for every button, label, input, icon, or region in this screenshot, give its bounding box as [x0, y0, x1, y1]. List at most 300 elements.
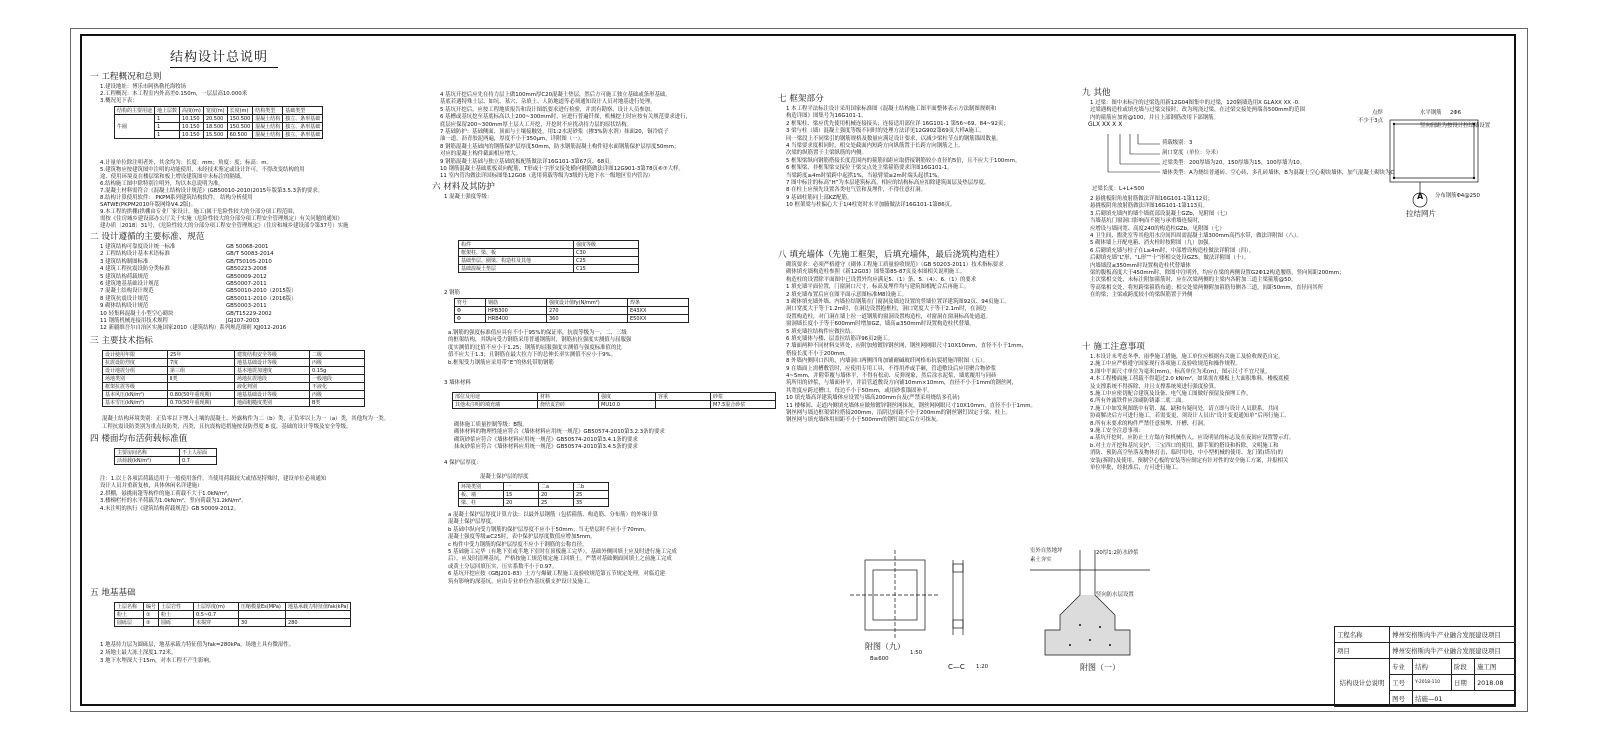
overview-table [114, 106, 323, 139]
concrete-grade-table-cell: 基础混凝土垫层 [459, 265, 574, 273]
tech-index-table-cell: 二级 [310, 351, 365, 359]
wall-material-table-cell: 烧结页岩砖 [538, 401, 599, 409]
text-line: 6 填充墙体与楼、层盖拉结筋详96页2施工。 [786, 336, 894, 342]
text-line: SATWE(PKPM2010年版网络V4.2版)。 [100, 202, 197, 208]
text-line: 需按《住房城乡建设部办公厅关于实施（危险性较大的分部分项工程安全管理规定）有关问题的通知》 [100, 216, 343, 222]
text-line: 安装(拆除)及使用、预制空心板的安装等应制定有针对性的安全施工方案，并报相关 [1090, 457, 1289, 464]
overview-table-cell: 10.150 [180, 115, 204, 123]
figure-1-label-2: 素土夯实 [1030, 557, 1052, 563]
rebar-table-cell: 强度设计值fy(N/mm²) [547, 299, 628, 307]
text-line: 4 基坑开挖后应先在持力层上做100mm厚C20混凝土垫层，然后方可施工独立基础或条形基础。 [440, 92, 671, 98]
text-line: b 基础中纵向受力钢筋的保护层厚度不应小于50mm；当无垫层时不应小于70mm。 [448, 526, 650, 533]
live-load-table-cell: 0.7 [180, 457, 217, 465]
tech-index-table-cell [168, 383, 235, 391]
overview-table-cell: 15.500 [203, 131, 227, 139]
soil-table-cell: 地基承载力特征值fak(kPa) [286, 603, 351, 611]
overview-table-cell: 10.150 [180, 123, 204, 131]
tech-index-table-cell: 7度 [168, 359, 235, 367]
text-line: 4 保护层厚度： [444, 460, 482, 466]
text-line: 7 基础防护：基础侧面、顶面与土壤接触处，用1:2水泥砂浆（掺3%防水剂）抹面20，铜冷底子 [440, 129, 669, 135]
text-line: 值不应大于1.3；且钢筋在最大拉力下的总伸长率实测值不应小于9%。 [448, 352, 617, 359]
text-line: a.钢筋的强度标准值应具有不小于95%的保证率，抗震等级为一、二、三级 [448, 330, 627, 336]
bracing-top-value: 2Φ6 [1450, 110, 1462, 116]
text-line: 当梁跨度≥4m时梁跨中起拱1%，当悬臂梁≥2m时端头起拱1%。 [786, 172, 943, 179]
overview-table-cell: 长度(m) [227, 107, 253, 115]
text-line: 9 砌体结构设计规范 [100, 303, 149, 310]
text-line: 11 楼梯间、走道内侧填充墙体应做热镀锌钢丝网抹灰，钢丝网网眼尺寸10X10mm，直径不小于1mm。 [786, 402, 1036, 409]
figure-1-label-1: 室外自然地坪 [1030, 548, 1063, 554]
figure-1-label-4: 竖向防水层设置 [1096, 592, 1134, 598]
tech-index-table-cell: 设计地震分组 [103, 367, 168, 375]
text-line: 砌筑要求：必须严格遵守《砌体工程施工质量验收规范》（GB 50203-2011）技术指标要求 [786, 262, 1004, 268]
overview-table-cell: 20.500 [203, 115, 227, 123]
text-line: 5 填充墙拉结构件应做拉结。 [786, 328, 856, 335]
text-line: GB/T 50083-2014 [226, 251, 274, 258]
rebar-table-cell: HPB300 [486, 307, 547, 315]
tech-index-table-cell: 设计使用年限 [103, 351, 168, 359]
bracing-title: 拉结网片 [1406, 209, 1436, 218]
section-heading-8: 八 填充墙体（先施工框架，后填充墙体，最后浇筑构造柱） [778, 250, 1005, 260]
text-line: 砌体施工质量控制等级：B级。 [454, 422, 528, 428]
soil-table-cell: 粉土 [159, 611, 194, 619]
text-line: 工程抗震设防类别为重点设防类，丙类，且抗震构造措施按设防烈度 8 度，基础的设计等级及安全等级。 [102, 424, 352, 430]
tb-major-val: 结构 [1413, 659, 1452, 675]
wall-material-table-cell: 砂浆 [711, 393, 776, 401]
text-line: 4 建筑工程抗震设防分类标准 [100, 266, 170, 273]
soil-table-cell: 土层名称 [115, 603, 144, 611]
text-line: 构造详图》图集号为16G101-1。 [786, 113, 867, 120]
text-line: 洞口宽度大于等于1.2m时，在洞边设置抱框柱，洞口宽度大于等于2.1m时，在洞边 [786, 306, 987, 313]
tech-index-table-cell: 基本风压(kN/m²) [103, 391, 168, 399]
live-load-table-cell: 主要房间名称 [115, 449, 180, 457]
soil-table-cell: 未揭穿 [194, 619, 239, 627]
cover-table-cell: 二a [539, 483, 574, 491]
text-line: 砌筑砂浆应符合《墙体材料应用统一规范》GB50574-2010第3.4.1条的要求 [454, 436, 638, 443]
overview-table-cell: 宽度(m) [203, 107, 227, 115]
soil-table-cell: 圆砾层 [115, 619, 144, 627]
text-line: 3 墙体材料 [444, 380, 471, 386]
overview-table-cell: 1 [155, 131, 180, 139]
lintel-label-2: 洞口宽度（单位：分米） [1162, 150, 1222, 156]
rebar-table [454, 298, 689, 323]
text-line: 途、使用环境及在楼层梁和板上增设建筑图中未标注的隔墙。 [100, 174, 246, 180]
text-line: 2.拱棚，悬挑雨篷等构件的施工荷载不大于1.0kN/m²。 [100, 490, 233, 497]
overview-table-cell: 混凝土结构 [253, 115, 283, 123]
concrete-grade-table-cell: 框架柱、梁、板 [459, 249, 574, 257]
overview-table-cell: 150.500 [227, 123, 253, 131]
cover-table-cell: 20 [539, 491, 574, 499]
text-line: 6 基坑开挖应按《GBJ201-83》土方与爆破工程施工及验收规范第五节规定处理，对临近建 [448, 571, 665, 578]
soil-table-cell: 280 [286, 619, 351, 627]
cover-table-cell: 二b [574, 483, 609, 491]
text-line: b.框架受力钢筋应采用带“E”的热轧带肋钢筋 [448, 359, 554, 366]
concrete-grade-table-cell: 强度等级 [574, 241, 639, 249]
tech-index-table [102, 350, 365, 407]
tech-index-table-cell: 不液化 [310, 383, 365, 391]
soil-table-cell: ② [144, 619, 159, 627]
figure-9-scale: 1:50 [910, 650, 923, 656]
text-line: 当墙基坑门窗洞口影响而不能与承重墙连接时， [1090, 218, 1204, 225]
text-line: 建办质〔2018〕31号，《危险性较大的分部分项工程安全管理规定》（住房和城乡建设部令第37号）实施 [100, 223, 349, 229]
text-line: 抹灰砂浆应符合《墙体材料应用统一规范》GB50574-2010第3.4.5条的要求 [454, 444, 638, 451]
text-line: 混凝土结构环境类别：正负零以下埋入土壤的混凝土、外露构件为二（b）类，正负零以上为一（a）类，其他均为一类。 [102, 416, 390, 422]
section-heading-1: 一 工程概况和总则 [90, 72, 162, 82]
cover-table-cell: 板、墙 [459, 491, 504, 499]
text-line: 8.所有未要求的构件严禁任意预埋、开槽、打洞。 [1090, 420, 1209, 427]
concrete-grade-table-cell: C15 [574, 265, 639, 273]
text-line: 协商解决后方可进行施工。若需变更，须设计人员出“设计变更通知单”后再行施工。 [1090, 413, 1290, 420]
cover-table-cell: 环境类别 [459, 483, 504, 491]
text-line: 9 基础柱筋同上部KZ配筋。 [786, 194, 853, 201]
overview-table-cell: 结构的主要用途 [115, 107, 155, 115]
page-title: 结构设计总说明 [170, 46, 278, 68]
text-line: 10 轻集料混凝土小型空心砌块 [100, 310, 174, 317]
section-heading-7: 七 框架部分 [778, 94, 824, 104]
overview-table-cell: 牛圈 [115, 115, 155, 139]
tech-index-table-cell: 丙级 [310, 359, 365, 367]
tech-index-table-cell: 建筑结构安全等级 [235, 351, 310, 359]
text-line: 对应的混凝土构件截面相应增大。 [440, 151, 521, 158]
lintel-label-1: 荷载级别：3 [1162, 140, 1193, 146]
text-line: 7 墙面两种不同材料交界处，应附加热镀锌钢丝网，钢丝网网眼尺寸10X10mm，直径不小于1mm， [786, 343, 1028, 350]
text-line: 5 建筑结构荷载规范 [100, 273, 149, 280]
cover-table-cell: 25 [574, 491, 609, 499]
tech-index-table-cell: 0.70(50年重现期) [168, 399, 235, 407]
text-line: 混凝土强度等级≤C25时，表中保护层厚度数值应增加5mm。 [448, 534, 596, 541]
bracing-top-label: 水平钢筋 [1420, 110, 1442, 116]
text-line: 5.施工中应密切配合建筑及设备、电气施工图做好预留及预埋工作。 [1090, 391, 1252, 397]
soil-table-cell: 30 [239, 619, 286, 627]
text-line: GB50223-2008 [226, 266, 267, 273]
rebar-table-cell: 符号 [455, 299, 486, 307]
text-line: GB/T50105-2010 [226, 258, 272, 265]
tech-index-table-cell: 场地抗震地段 [235, 375, 310, 383]
text-line: 3.楼梯栏杆的水平荷载为1.0kN/m²，竖向荷载为1.2kN/m²。 [100, 498, 247, 505]
section-heading-4: 四 楼面均布活荷载标准值 [90, 434, 188, 444]
text-line: 基底若遇特殊土层、如坑、墓穴、杂填土、人防地道等必须通知设计人员对地基进行处理。 [440, 99, 656, 106]
text-line: GB50010-2010（2015版） [226, 288, 297, 295]
text-line: JGJ107-2003 [226, 318, 260, 324]
wall-material-table-cell: 其他未注明的填充墙 [453, 401, 538, 409]
tb-item-name: 博州安格斯肉牛产业融合发展建设项目 [1390, 643, 1516, 659]
text-line: 10 填充墙高详建筑墙体应设置与墙高200mm台及(严禁采用烧结多孔砖) [786, 395, 960, 402]
tech-index-table-cell: 第三组 [168, 367, 235, 375]
text-line: 5 基础施工完毕（有地下室或半地下室时在顶板施工完毕），基础外侧回填土应及时进行施工完成 [448, 549, 677, 555]
text-line: 7 混凝土结构设计规范 [100, 288, 154, 295]
tb-date-val: 2018.08 [1475, 675, 1516, 691]
section-heading-3: 三 主要技术指标 [90, 336, 153, 346]
text-line: 4.未注明的执行《建筑结构荷载规范》GB 50009-2012。 [100, 505, 240, 512]
text-line: 主次梁相交处，未标注附加箍筋时，应在次梁两侧的主梁内各附加三道主梁箍筋@50。 [1090, 277, 1297, 284]
text-line: 3.概况见下表： [100, 98, 138, 104]
text-line: 8 在柱上应预先设置各类电气管和及埋件，不得任意打洞。 [786, 187, 926, 194]
text-line: 1 混凝土强度等级： [444, 194, 493, 200]
tb-drawing-title: 结构设计总说明 [1335, 659, 1390, 707]
live-load-table-cell: 不上人屋面 [180, 449, 217, 457]
tech-index-table-cell: 地面粗糙度类别 [235, 399, 310, 407]
text-line: 窗洞墙长度小于等于600mm时增加GZ，墙高≤350mm时设置构造柱代替墙。 [786, 321, 975, 328]
concrete-grade-table-cell: 基础垫层、圈梁、构造柱及其他 [459, 257, 574, 265]
text-line: 2.施工中应严格遵守国家现行各项施工及验收规范和操作规程。 [1090, 361, 1241, 368]
bracing-left-label-2: 不少于3点 [1358, 118, 1383, 124]
overview-table-cell: 1 [155, 123, 180, 131]
tech-index-table-cell: 抗震设防烈度 [103, 359, 168, 367]
rebar-table-cell: Φ [455, 307, 486, 315]
text-line: 1 地基持力层为圆砾层，地基承载力特征值为fak=280kPa，场地土具有微湿性。 [100, 642, 295, 648]
wall-material-table-cell: 强度 [599, 393, 656, 401]
tech-index-table-cell: 0.80(50年重现期) [168, 391, 235, 399]
rebar-table-cell: 钢筋 [486, 299, 547, 307]
text-line: 1.建设地址：博乐市阿热勒托海牧场 [100, 84, 187, 90]
soil-table-cell: 土层厚度(m) [194, 603, 239, 611]
wall-material-table-cell: M7.5混合砂浆 [711, 401, 776, 409]
text-line: GB50011-2010（2016版） [226, 295, 297, 302]
text-line: 2 工程结构设计基本术语标准 [100, 251, 170, 258]
text-line: 筑有影响的深基坑，应由专业单位作基坑横支护设计及施工。 [448, 578, 594, 585]
text-line: 同一梁段上不同梁引的钢筋规格及数量应满足设计要求，以减少梁柱节点的钢筋锚固数量。 [786, 135, 1002, 142]
text-line: 9 在墙面上需槽敷管时，应使用专用工具，不得用斧或手砸，管道敷设后应用聚合物砂浆 [786, 365, 996, 372]
soil-table-cell: 编号 [144, 603, 159, 611]
table-title: 混凝土保护层的厚度 [480, 474, 529, 480]
soil-table [114, 602, 351, 627]
text-line: 3 后砌填充墙内的墙个墙底部设混凝土GZb，见附图（七） [1090, 210, 1231, 217]
text-line: 11 钢筋机械连接用技术规程 [100, 318, 168, 324]
text-line: 等高梁相交处，将短跨梁箍筋布通；相交处梁两侧附加箍筋每侧各三道，间距50mm，直径同其所 [1090, 284, 1323, 291]
text-line: 砌体材料的物理性能应符合《墙体材料应用统一规范》GB50574-2010第3.2.3条的要求 [454, 429, 665, 436]
text-line: 12 新疆维吾尔自治区实施国家2010（建筑结构）系列规范细则 XJJ012-2016 [100, 325, 287, 332]
text-line: 消防、预防高空坠落及物体打击、临时用电、中小型机械的使用、龙门架(塔吊)的 [1090, 450, 1283, 457]
wall-material-table-cell [656, 401, 711, 409]
text-line: 6.结构施工图中除特别注明外，均以本总说明为准。 [100, 181, 224, 187]
text-line: 11 室内管沟做法详国标图集12G08（选用荷载等级为3级的无地下水一级地区室内管沟） [440, 173, 654, 180]
bracing-left-label: 点焊 [1372, 110, 1383, 116]
tech-index-table-cell: 25年 [168, 351, 235, 359]
wall-material-table-cell: MU10.0 [599, 401, 656, 409]
section-heading-5: 五 地基基础 [90, 588, 136, 598]
text-line: 4 卫生间、盥洗室等其他用水房间四周需混凝土墙300mm高挡水带，做法详附图（八）。 [1090, 233, 1302, 239]
overview-table-cell: 10.150 [180, 131, 204, 139]
lintel-length-note: 过梁长度：L+L+500 [1092, 186, 1145, 192]
bracing-right-label: 分布钢筋Φ4@250 [1435, 193, 1480, 199]
text-line: 5.建筑物应按建筑图中注明的功能使用，未经技术鉴定或设计许可，不得改变结构的用 [100, 167, 305, 173]
text-line: 1 过梁：图中未标注的过梁选用新12G04图集中的过梁，120隔墙选用X GLAXX XX -0. [1090, 100, 1300, 106]
figure-9-title: 附图（九） [865, 642, 905, 651]
tech-index-table-cell: 一般地段 [310, 375, 365, 383]
text-line: 10 框架梁与柱偏心大于1/4柱宽时水平加腋做法详16G101-1第86页。 [786, 202, 956, 209]
rebar-table-cell: HRB400 [486, 315, 547, 323]
section-heading-10: 十 施工注意事项 [1082, 342, 1145, 352]
wall-material-table-cell: 容重 [656, 393, 711, 401]
text-line: 8 外墙内侧回口四角，内墙洞口两侧四角加铺耐碱玻纤网格布抗裂措施详附图（五）。 [786, 358, 988, 365]
text-line: 7.混凝土材料需符合《混凝土结构设计规范》(GB50010-2010)2015年版第3.5.3条的要求。 [100, 188, 324, 194]
cover-table [458, 482, 609, 507]
soil-table-cell: 粉土 [115, 611, 144, 619]
overview-table-cell: 150.500 [227, 115, 253, 123]
overview-table-cell: 独立、条形基础 [283, 115, 323, 123]
text-line: 过梁遇构造柱或填充墙与过梁交接时，改为现浇过梁，在过梁交接处两端各500mm的范围 [1090, 107, 1305, 114]
text-line: 筑所用的砂浆，与墙面补平，并沿管道敷设方向铺10mm×10mm，直径不小于1mm的钢丝网， [786, 380, 1018, 387]
rebar-table-cell: 焊条 [628, 299, 689, 307]
text-line: 后），应及时清理基坑，严格按施工规范规定施工回填土，严禁对基础侧面回填土之前施工完成 [448, 556, 672, 563]
soil-table-cell: ① [144, 611, 159, 619]
text-line: 3.图中平面尺寸单位为毫米(mm)，标高单位为米(m)，图示尺寸不宜尺量。 [1090, 368, 1271, 375]
text-line: 2 钢筋 [444, 290, 460, 296]
text-line: 6 建筑地基基础设计规范 [100, 281, 160, 287]
tb-no-label: 工号 [1390, 675, 1413, 691]
overview-table-cell: 独立、条形基础 [283, 131, 323, 139]
tech-index-table-cell: 基本雪压(kN/m²) [103, 399, 168, 407]
rebar-table-cell: 360 [547, 315, 628, 323]
tb-sheet-label: 图号 [1390, 691, 1413, 707]
soil-table-cell: 土层岩性 [159, 603, 194, 611]
figure-9-cc-scale: 1:20 [976, 664, 989, 670]
tech-index-table-cell: Ⅱ类 [168, 375, 235, 383]
text-line: 1 填充墙平面位置，门窗洞口尺寸，标高及埋件均与建筑图相配合后再施工。 [786, 284, 970, 291]
text-line: 2.工程概况：本工程室内外高差0.150m，一层层高10.000米 [100, 91, 248, 97]
text-line: 4~5mm，并附带覆与墙体平，不得有松动、反弹现象，然后涂水泥浆，墙底覆用与同砖 [786, 373, 997, 379]
text-line: 或黄土分层回填压实，压实系数不小于0.97。 [448, 563, 558, 570]
rebar-table-cell: E43XX [628, 307, 689, 315]
text-line: 5 基坑开挖后，应按工程地质报告和设计图纸要求进行检验，并需有勘察、设计人员参加。 [440, 106, 656, 113]
text-line: GB50009-2012 [226, 273, 267, 280]
rebar-table-cell: Φ [455, 315, 486, 323]
overview-table-cell: 18.500 [203, 123, 227, 131]
text-line: b.对土方开挖和基坑支护，三宝四口的使用，脚手架的搭设和拆除，文明施工和 [1090, 442, 1279, 449]
text-line: 2 填充墙布置后应在图平面示意图标准M8设施工。 [786, 291, 908, 298]
text-line: 4.本工程楼面施工荷载不得超过2.0 kN/m²，如果需在楼板上大面积堆料，楼板底模 [1090, 376, 1289, 383]
text-line: 8 建筑抗震设计规范 [100, 295, 149, 302]
lintel-code: GLX XX X X [1088, 121, 1123, 128]
live-load-table-cell: 活荷载(kN/m²) [115, 457, 180, 465]
text-line: GB50007-2011 [226, 281, 267, 287]
text-line: 2 悬挑板阳角放射筋做法详图16G101-1第112页； [1090, 196, 1213, 202]
overview-table-cell: 60.500 [227, 131, 253, 139]
text-line: 混凝土保护层厚度。 [448, 519, 497, 526]
text-line: GB/T15229-2002 [226, 310, 272, 317]
tech-index-table-cell: 0.15g [310, 367, 365, 375]
text-line: 3 建筑结构制图标准 [100, 258, 149, 265]
section-heading-6: 六 材料及其防护 [432, 182, 495, 192]
tech-index-table-cell: 框架抗震等级 [103, 383, 168, 391]
text-line: 6 框架梁、非框架梁交接位于梁交点处主梁箍筋要求详图16G101-1。 [786, 165, 953, 172]
cover-table-cell: 15 [504, 491, 539, 499]
text-line: 9 钢筋混凝土基础与独立基础底板配筋做法详16G101-3第67页、68页。 [440, 158, 615, 165]
overview-table-cell: 混凝土结构 [253, 123, 283, 131]
text-line: GB50003-2011 [226, 303, 267, 310]
text-line: 底层应保留200~300mm厚土层人工开挖，开挖时不应扰动持力层的原状结构。 [440, 121, 632, 128]
text-line: 6 后砌填充墙与柱子在L≥4m时，中部增设构造柱做法详附图（四）。 [1090, 247, 1255, 254]
soil-table-cell: 0.5~0.7 [194, 611, 239, 619]
live-load-table [114, 448, 217, 465]
text-line: 6.所有外露铁件应涂刷防锈漆二底二面。 [1090, 398, 1187, 405]
wall-material-table-cell: 部位及用途 [453, 393, 538, 401]
concrete-grade-table-cell: 构件 [459, 241, 574, 249]
text-line: 次梁的纵筋置于主梁纵筋的内侧。 [786, 150, 867, 157]
tech-index-table-cell: B类 [310, 399, 365, 407]
cover-table-cell: 35 [574, 499, 609, 507]
tech-index-table-cell: 液化判别 [235, 383, 310, 391]
text-line: 6 基槽或基坑挖至基底标高以上200~300mm时，应进行普遍钎探，机械挖土时应按有关规范要求进行， [440, 114, 691, 121]
cover-table-cell: 一 [504, 483, 539, 491]
text-line: 内墙墙段≤350mm时设置构造柱代替墙体 [1090, 262, 1191, 269]
text-line: 2 场地土最大冻土深度1.72米。 [100, 650, 177, 656]
text-line: 的框架结构，其纵向受力钢筋采用普通钢筋时，钢筋抗拉强度实测值与屈服强 [448, 337, 632, 344]
text-line: 在的梁；主梁或跨度较小的梁纵筋置于外侧 [1090, 292, 1193, 299]
text-line: 应增设与墙同宽、高度240的构造柱GZb，见附图（七） [1090, 225, 1225, 232]
figure-9-sub: B≥600 [870, 656, 889, 662]
figure-1-label-3: 20厚1:2防水砂浆 [1096, 550, 1139, 556]
overview-table-cell: 地上层数 [155, 107, 180, 115]
overview-table-cell: 混凝土结构 [253, 131, 283, 139]
wall-material-table [452, 392, 776, 409]
title-block [1334, 626, 1516, 707]
text-line: 1 本工程平法标注设计采用国家标准图《混凝土结构施工图平面整体表示方法制图规则和 [786, 106, 996, 112]
text-line: 5 框架梁纵向钢筋搭接长度范围内的箍筋间距应取搭接钢筋较小直径的5倍，且不应大于100mm。 [786, 157, 1021, 164]
soil-table-cell [286, 611, 351, 619]
concrete-grade-table [458, 240, 639, 273]
tb-project-label: 工程名称 [1335, 627, 1390, 643]
tech-index-table-cell: 地基基础设计等级 [235, 359, 310, 367]
overview-table-cell: 高度(m) [180, 107, 204, 115]
tb-sheet-val: 结施—01 [1413, 691, 1516, 707]
text-line: 搭接长度不小于200mm。 [786, 350, 850, 357]
tb-stage-val: 施工图 [1475, 659, 1516, 675]
bracing-label-a: A [1417, 192, 1424, 201]
tech-index-table-cell: 地基基础设计等级 [235, 391, 310, 399]
text-line: 及支撑系统不得拆除，并且支撑系统须进行强度验算。 [1090, 383, 1220, 390]
cover-table-cell: 梁、柱 [459, 499, 504, 507]
text-line: 后砌填充墙“L”形、“L形”“十”形相交处设GZ5，做法详附图（十）。 [1090, 255, 1250, 262]
tb-stage-label: 阶段 [1451, 659, 1474, 675]
text-line: 悬挑板阴角放射筋做法详图16G101-1第113页。 [1090, 203, 1208, 210]
text-line: GB 50068-2001 [226, 244, 269, 250]
text-line: 度实测值的比值不应小于1.25；钢筋的屈服强度实测值与强度标准值的比 [448, 344, 622, 351]
concrete-grade-table-cell: C30 [574, 249, 639, 257]
overview-table-cell: 1 [155, 115, 180, 123]
tb-major-label: 专业 [1390, 659, 1413, 675]
tb-date-label: 日期 [1451, 675, 1474, 691]
text-line: 油一道，沥青胶泥两遍，厚度不小于350μm，详附图（一）。 [440, 136, 586, 143]
text-line: 2 框架柱、梁应优先使用机械连接接头；连接适用部位详 16G101-1 第56~69、84~92页； [786, 120, 1009, 127]
text-line: 单位审批，经批准后，方可进行施工。 [1090, 465, 1182, 471]
cover-table-cell: 25 [539, 499, 574, 507]
text-line: 8 钢筋混凝土基础内的钢筋保护层厚度50mm，防水钢筋混凝土构件迎水面钢筋保护层厚度50mm； [440, 143, 680, 150]
bracing-mid-label: 竖向间距为按设计拉结墙设置 [1420, 123, 1491, 129]
text-line: 10 钢筋混凝土基础底板双向配筋，T形或十字形交接处横向钢筋做法详图12G901-3第78页⑥⑦大样。 [440, 166, 684, 172]
text-line: 钢丝网与墙边框架梁柱搭接200mm，沿阴边间距不小于200mm的钢丝钢钉固定于梁、柱上。 [786, 410, 1011, 416]
tech-index-table-cell: 基本地震加速度 [235, 367, 310, 375]
figure-1-title: 附图（一） [1080, 663, 1120, 672]
text-line: 7.施工中如发现图纸中有错、漏、缺和有疑问处，请立即与设计人员联系，共同 [1090, 405, 1279, 412]
text-line: 1 建筑结构可靠度设计统一标准 [100, 244, 176, 250]
tb-item-label: 项目 [1335, 643, 1390, 659]
figure-9-cc: C—C [948, 663, 965, 671]
section-heading-9: 九 其他 [1082, 88, 1111, 98]
text-line: 钢丝网与填充墙体用间距不小于500mm的钢钉固定后方可抹灰。 [786, 417, 942, 424]
figure-9-drawing [845, 550, 1005, 650]
text-line: 1.本设计未考虑冬季、雨季施工措施，施工单位应根据有关施工及验收规范自定。 [1090, 354, 1284, 360]
text-line: 构造柱的设置除平面图中已设置外均应满足5.（1）条、5.（4）、6.（1）的要求 [786, 276, 977, 283]
lintel-label-3: 过梁类型：200厚墙为20，150厚墙为15，100厚墙为10。 [1162, 160, 1306, 166]
text-line: a 混凝土保护层厚度计算方法：以最外层钢筋（包括箍筋、构造筋、分布筋）的外缘计算 [448, 512, 658, 518]
text-line: 内的箍筋应加密@100，并且上部钢筋改用下部钢筋。 [1090, 114, 1219, 121]
text-line: 梁的腹板高度大于450mm时，除图中注明外，均应在梁的两侧设置G2Φ12构造腰筋，竖向间距200mm； [1090, 270, 1345, 276]
cover-table-cell: 20 [504, 499, 539, 507]
overview-table-cell: 独立、条形基础 [283, 123, 323, 131]
text-line: 5 砌体墙上开配电箱、消火栓时按附图（九）加强。 [1090, 240, 1214, 247]
text-line: a.基坑开挖时，应防止土方塌方和机械伤人，应设明显的标志及在夜间应设置警示灯。 [1090, 435, 1295, 442]
text-line: 设置构造柱，对门洞在墙上拉一道钢筋的窗洞设置构造柱，对窗洞在窗洞标高处通道。 [786, 313, 991, 320]
